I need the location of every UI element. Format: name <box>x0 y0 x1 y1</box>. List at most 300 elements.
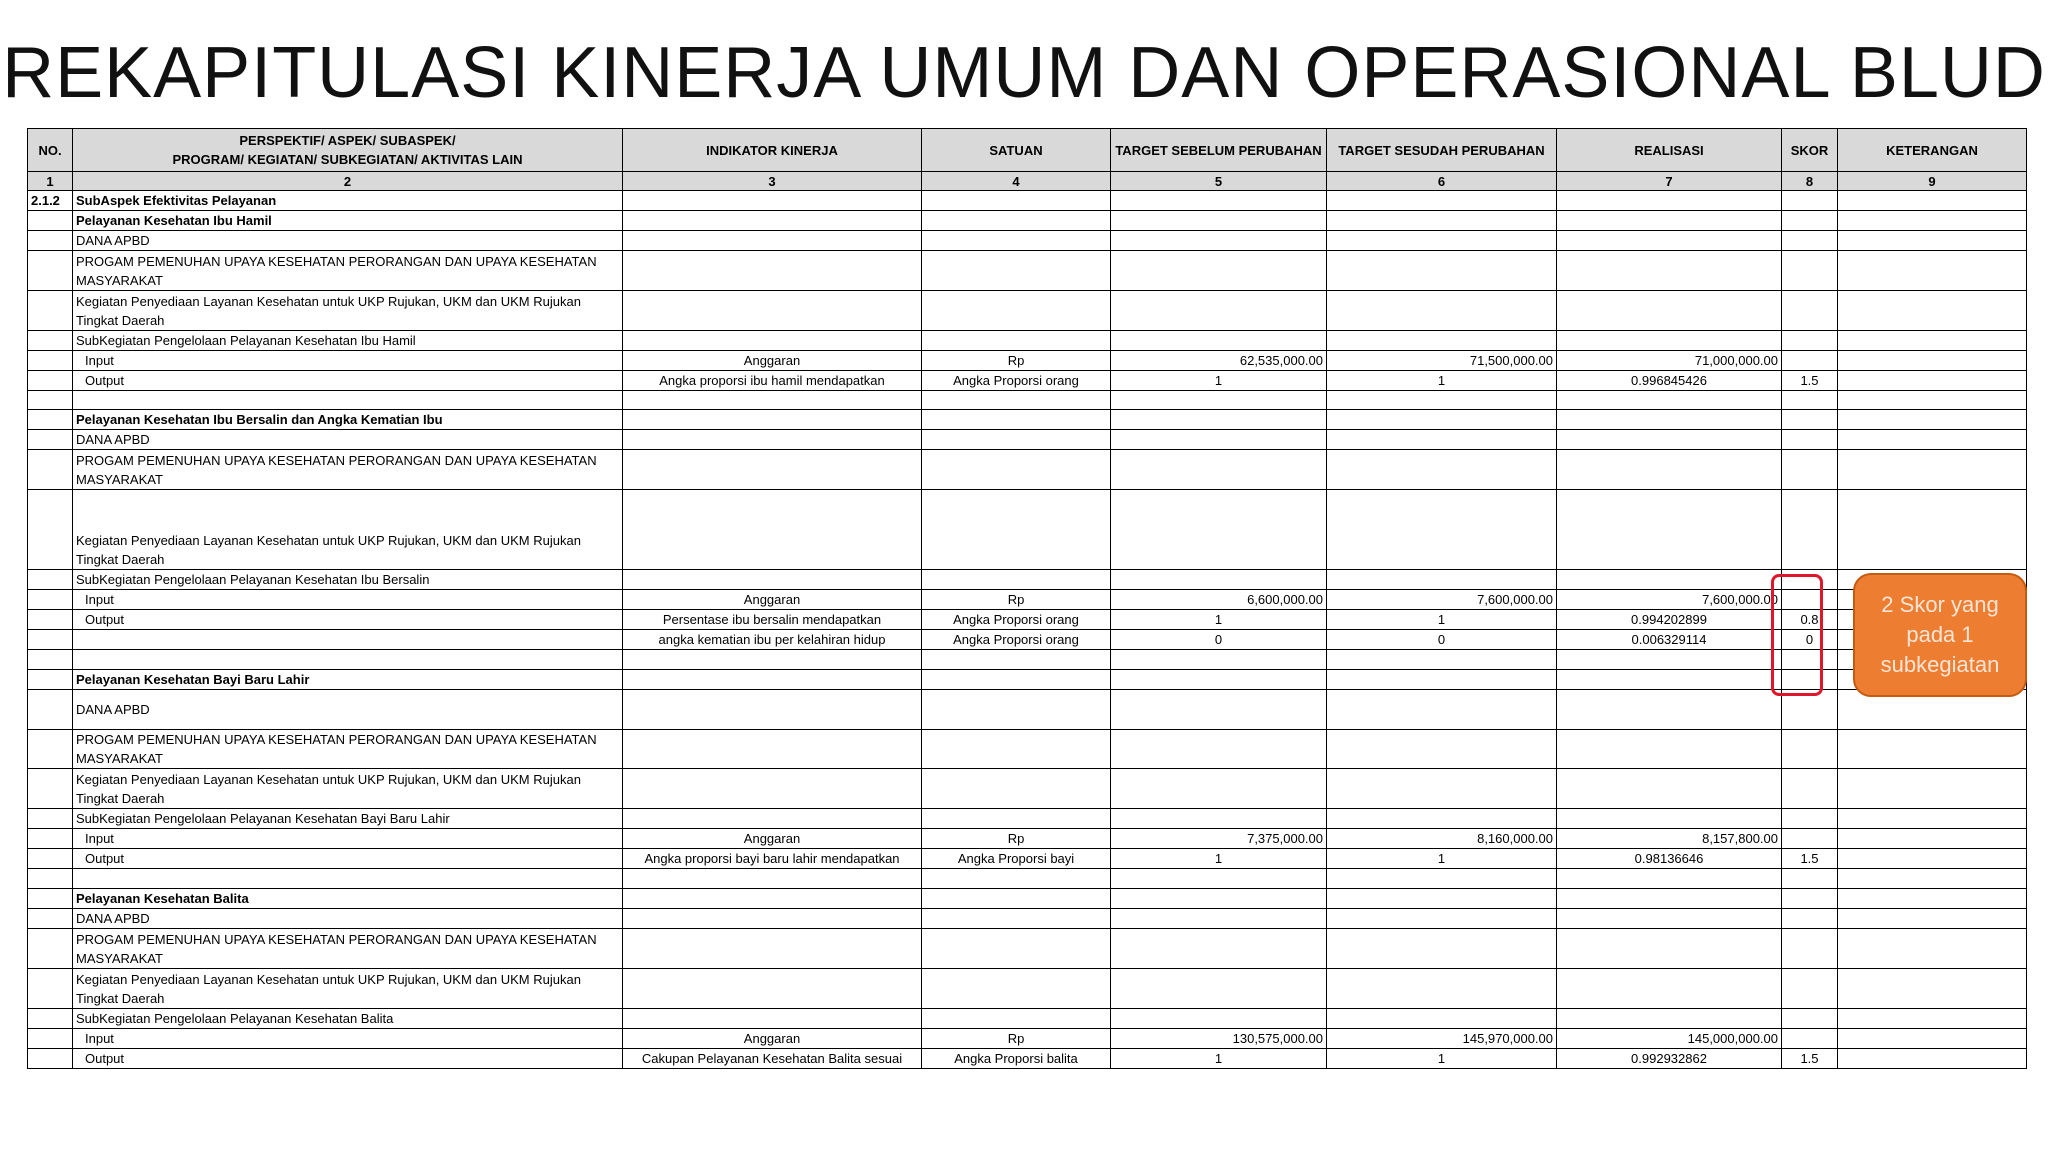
cell-description: SubKegiatan Pengelolaan Pelayanan Kesehatan Ibu Bersalin <box>73 569 623 589</box>
cell-target-sebelum <box>1111 450 1327 490</box>
cell-target-sesudah <box>1327 809 1557 829</box>
cell-no <box>28 430 73 450</box>
cell-skor: 0.8 <box>1782 609 1838 629</box>
cell-satuan <box>922 889 1111 909</box>
table-body <box>28 191 2027 1069</box>
table-row <box>28 410 2027 430</box>
cell-indikator <box>623 929 922 969</box>
cell-target-sesudah <box>1327 490 1557 570</box>
cell-satuan: Angka Proporsi orang <box>922 629 1111 649</box>
cell-satuan: Rp <box>922 1028 1111 1048</box>
cell-no <box>28 909 73 929</box>
cell-description <box>73 869 623 889</box>
table-row <box>28 769 2027 809</box>
cell-target-sesudah <box>1327 649 1557 669</box>
header-target-sebelum: TARGET SEBELUM PERUBAHAN <box>1111 129 1327 172</box>
cell-skor: 1.5 <box>1782 1048 1838 1068</box>
cell-realisasi: 0.992932862 <box>1557 1048 1782 1068</box>
cell-indikator <box>623 809 922 829</box>
cell-target-sebelum: 1 <box>1111 1048 1327 1068</box>
cell-satuan <box>922 251 1111 291</box>
cell-no <box>28 350 73 370</box>
cell-realisasi <box>1557 909 1782 929</box>
table-row <box>28 350 2027 370</box>
cell-realisasi <box>1557 211 1782 231</box>
cell-target-sesudah <box>1327 430 1557 450</box>
cell-target-sesudah <box>1327 231 1557 251</box>
cell-target-sesudah <box>1327 569 1557 589</box>
header-keterangan: KETERANGAN <box>1838 129 2027 172</box>
table-row <box>28 450 2027 490</box>
cell-keterangan <box>1838 929 2027 969</box>
cell-target-sebelum <box>1111 669 1327 689</box>
cell-satuan <box>922 410 1111 430</box>
cell-target-sesudah <box>1327 211 1557 231</box>
cell-keterangan <box>1838 909 2027 929</box>
cell-target-sebelum <box>1111 889 1327 909</box>
cell-target-sesudah: 1 <box>1327 1048 1557 1068</box>
cell-target-sebelum <box>1111 251 1327 291</box>
cell-keterangan <box>1838 869 2027 889</box>
cell-target-sebelum <box>1111 769 1327 809</box>
table-row <box>28 490 2027 570</box>
cell-description: Output <box>73 609 623 629</box>
cell-indikator <box>623 869 922 889</box>
cell-skor <box>1782 829 1838 849</box>
header-realisasi: REALISASI <box>1557 129 1782 172</box>
column-number: 5 <box>1111 172 1327 191</box>
cell-satuan <box>922 649 1111 669</box>
cell-indikator <box>623 1008 922 1028</box>
cell-realisasi <box>1557 330 1782 350</box>
cell-description: Output <box>73 370 623 390</box>
cell-realisasi <box>1557 569 1782 589</box>
table-row <box>28 609 2027 629</box>
cell-no <box>28 629 73 649</box>
cell-realisasi <box>1557 390 1782 410</box>
cell-skor <box>1782 350 1838 370</box>
cell-target-sebelum <box>1111 968 1327 1008</box>
cell-skor <box>1782 290 1838 330</box>
cell-indikator: Anggaran <box>623 589 922 609</box>
cell-realisasi <box>1557 869 1782 889</box>
cell-description: Output <box>73 849 623 869</box>
cell-description <box>73 390 623 410</box>
table-row <box>28 1028 2027 1048</box>
cell-satuan <box>922 909 1111 929</box>
cell-satuan <box>922 330 1111 350</box>
cell-satuan: Rp <box>922 350 1111 370</box>
cell-indikator <box>623 490 922 570</box>
cell-indikator <box>623 649 922 669</box>
cell-target-sebelum <box>1111 330 1327 350</box>
cell-realisasi <box>1557 231 1782 251</box>
table-row <box>28 430 2027 450</box>
cell-description: SubKegiatan Pengelolaan Pelayanan Kesehatan Ibu Hamil <box>73 330 623 350</box>
cell-no <box>28 450 73 490</box>
cell-skor <box>1782 1028 1838 1048</box>
header-row <box>28 129 2027 172</box>
header-no: NO. <box>28 129 73 172</box>
cell-realisasi: 7,600,000.00 <box>1557 589 1782 609</box>
cell-target-sebelum: 1 <box>1111 849 1327 869</box>
cell-no <box>28 829 73 849</box>
cell-satuan <box>922 869 1111 889</box>
table-row <box>28 1008 2027 1028</box>
skor-highlight-box <box>1771 574 1823 696</box>
table-row <box>28 629 2027 649</box>
cell-description: Pelayanan Kesehatan Bayi Baru Lahir <box>73 669 623 689</box>
cell-skor <box>1782 968 1838 1008</box>
cell-target-sebelum: 1 <box>1111 370 1327 390</box>
cell-realisasi: 0.996845426 <box>1557 370 1782 390</box>
cell-target-sesudah <box>1327 410 1557 430</box>
cell-keterangan <box>1838 430 2027 450</box>
cell-realisasi <box>1557 410 1782 430</box>
cell-indikator <box>623 390 922 410</box>
cell-target-sebelum: 130,575,000.00 <box>1111 1028 1327 1048</box>
table-row <box>28 290 2027 330</box>
table-row <box>28 729 2027 769</box>
cell-keterangan <box>1838 231 2027 251</box>
cell-no <box>28 689 73 729</box>
cell-skor <box>1782 729 1838 769</box>
cell-no <box>28 609 73 629</box>
cell-no <box>28 589 73 609</box>
column-number: 9 <box>1838 172 2027 191</box>
cell-skor <box>1782 929 1838 969</box>
table-row <box>28 330 2027 350</box>
table-row <box>28 849 2027 869</box>
cell-satuan: Angka Proporsi orang <box>922 370 1111 390</box>
cell-keterangan <box>1838 211 2027 231</box>
cell-target-sesudah <box>1327 889 1557 909</box>
cell-target-sebelum <box>1111 649 1327 669</box>
cell-skor: 1.5 <box>1782 370 1838 390</box>
column-number: 6 <box>1327 172 1557 191</box>
cell-indikator: Angka proporsi ibu hamil mendapatkan <box>623 370 922 390</box>
cell-realisasi <box>1557 929 1782 969</box>
cell-target-sesudah: 1 <box>1327 849 1557 869</box>
cell-satuan <box>922 669 1111 689</box>
cell-target-sesudah <box>1327 390 1557 410</box>
header-skor: SKOR <box>1782 129 1838 172</box>
cell-indikator: Persentase ibu bersalin mendapatkan <box>623 609 922 629</box>
cell-description: DANA APBD <box>73 231 623 251</box>
cell-satuan: Angka Proporsi balita <box>922 1048 1111 1068</box>
cell-realisasi <box>1557 809 1782 829</box>
cell-description: SubKegiatan Pengelolaan Pelayanan Kesehatan Bayi Baru Lahir <box>73 809 623 829</box>
cell-keterangan <box>1838 729 2027 769</box>
table-row <box>28 929 2027 969</box>
cell-target-sebelum <box>1111 211 1327 231</box>
cell-realisasi: 8,157,800.00 <box>1557 829 1782 849</box>
cell-satuan: Rp <box>922 589 1111 609</box>
cell-indikator <box>623 251 922 291</box>
cell-keterangan <box>1838 968 2027 1008</box>
cell-no <box>28 889 73 909</box>
cell-no <box>28 211 73 231</box>
cell-indikator <box>623 450 922 490</box>
cell-no <box>28 849 73 869</box>
cell-description: PROGAM PEMENUHAN UPAYA KESEHATAN PERORANGAN DAN UPAYA KESEHATAN MASYARAKAT <box>73 929 623 969</box>
cell-satuan <box>922 211 1111 231</box>
annotation-callout <box>1853 573 2027 697</box>
cell-indikator <box>623 669 922 689</box>
cell-satuan <box>922 490 1111 570</box>
cell-indikator: Anggaran <box>623 829 922 849</box>
cell-target-sesudah <box>1327 769 1557 809</box>
cell-no <box>28 569 73 589</box>
cell-indikator <box>623 191 922 211</box>
cell-indikator <box>623 410 922 430</box>
cell-target-sebelum <box>1111 490 1327 570</box>
cell-target-sebelum: 62,535,000.00 <box>1111 350 1327 370</box>
cell-description: PROGAM PEMENUHAN UPAYA KESEHATAN PERORANGAN DAN UPAYA KESEHATAN MASYARAKAT <box>73 251 623 291</box>
cell-realisasi <box>1557 1008 1782 1028</box>
cell-keterangan <box>1838 251 2027 291</box>
cell-description: DANA APBD <box>73 689 623 729</box>
cell-target-sebelum: 1 <box>1111 609 1327 629</box>
cell-realisasi: 0.006329114 <box>1557 629 1782 649</box>
cell-realisasi <box>1557 290 1782 330</box>
cell-realisasi <box>1557 430 1782 450</box>
cell-satuan <box>922 769 1111 809</box>
cell-target-sesudah <box>1327 1008 1557 1028</box>
cell-no <box>28 1008 73 1028</box>
cell-realisasi <box>1557 649 1782 669</box>
cell-indikator <box>623 211 922 231</box>
cell-no <box>28 769 73 809</box>
cell-realisasi: 145,000,000.00 <box>1557 1028 1782 1048</box>
cell-target-sebelum <box>1111 191 1327 211</box>
column-number: 2 <box>73 172 623 191</box>
cell-no <box>28 929 73 969</box>
cell-target-sesudah <box>1327 290 1557 330</box>
cell-keterangan <box>1838 370 2027 390</box>
table-row <box>28 569 2027 589</box>
cell-satuan <box>922 430 1111 450</box>
cell-target-sesudah <box>1327 929 1557 969</box>
cell-target-sebelum <box>1111 430 1327 450</box>
cell-no <box>28 869 73 889</box>
cell-realisasi <box>1557 490 1782 570</box>
cell-no <box>28 251 73 291</box>
cell-indikator <box>623 330 922 350</box>
cell-realisasi: 0.994202899 <box>1557 609 1782 629</box>
cell-no <box>28 330 73 350</box>
cell-satuan <box>922 1008 1111 1028</box>
cell-target-sesudah <box>1327 669 1557 689</box>
cell-target-sebelum: 7,375,000.00 <box>1111 829 1327 849</box>
table-row <box>28 370 2027 390</box>
cell-target-sebelum <box>1111 929 1327 969</box>
cell-skor: 0 <box>1782 629 1838 649</box>
cell-indikator: angka kematian ibu per kelahiran hidup <box>623 629 922 649</box>
table-row <box>28 191 2027 211</box>
cell-keterangan <box>1838 191 2027 211</box>
cell-realisasi <box>1557 689 1782 729</box>
cell-indikator: Cakupan Pelayanan Kesehatan Balita sesuai <box>623 1048 922 1068</box>
cell-description: Kegiatan Penyediaan Layanan Kesehatan untuk UKP Rujukan, UKM dan UKM Rujukan Tingkat Daerah <box>73 290 623 330</box>
header-perspektif-line1: PERSPEKTIF/ ASPEK/ SUBASPEK/ <box>239 133 456 148</box>
header-indikator: INDIKATOR KINERJA <box>623 129 922 172</box>
cell-target-sesudah: 0 <box>1327 629 1557 649</box>
cell-description: Input <box>73 589 623 609</box>
cell-description: Kegiatan Penyediaan Layanan Kesehatan untuk UKP Rujukan, UKM dan UKM Rujukan Tingkat Daerah <box>73 490 623 570</box>
cell-indikator <box>623 430 922 450</box>
cell-description: Pelayanan Kesehatan Ibu Hamil <box>73 211 623 231</box>
cell-keterangan <box>1838 849 2027 869</box>
cell-no <box>28 1028 73 1048</box>
cell-realisasi <box>1557 450 1782 490</box>
header-perspektif-line2: PROGRAM/ KEGIATAN/ SUBKEGIATAN/ AKTIVITAS LAIN <box>172 152 523 167</box>
cell-target-sebelum <box>1111 569 1327 589</box>
table-row <box>28 968 2027 1008</box>
cell-target-sesudah <box>1327 729 1557 769</box>
cell-target-sesudah <box>1327 909 1557 929</box>
cell-description: Output <box>73 1048 623 1068</box>
cell-target-sebelum <box>1111 909 1327 929</box>
cell-skor <box>1782 889 1838 909</box>
cell-target-sebelum <box>1111 231 1327 251</box>
cell-target-sesudah: 145,970,000.00 <box>1327 1028 1557 1048</box>
cell-keterangan <box>1838 350 2027 370</box>
column-number: 4 <box>922 172 1111 191</box>
cell-description: SubAspek Efektivitas Pelayanan <box>73 191 623 211</box>
cell-keterangan <box>1838 490 2027 570</box>
cell-description <box>73 649 623 669</box>
header-perspektif <box>73 129 623 172</box>
column-number-row <box>28 172 2027 191</box>
cell-satuan <box>922 929 1111 969</box>
cell-skor <box>1782 490 1838 570</box>
cell-description: Pelayanan Kesehatan Ibu Bersalin dan Angka Kematian Ibu <box>73 410 623 430</box>
cell-target-sesudah <box>1327 450 1557 490</box>
cell-satuan: Angka Proporsi orang <box>922 609 1111 629</box>
header-satuan: SATUAN <box>922 129 1111 172</box>
cell-realisasi: 0.98136646 <box>1557 849 1782 869</box>
cell-keterangan <box>1838 889 2027 909</box>
cell-target-sebelum <box>1111 390 1327 410</box>
cell-no <box>28 490 73 570</box>
annotation-callout-text: 2 Skor yang pada 1 subkegiatan <box>1880 592 2000 677</box>
cell-target-sesudah: 1 <box>1327 609 1557 629</box>
cell-target-sebelum <box>1111 1008 1327 1028</box>
header-target-sesudah: TARGET SESUDAH PERUBAHAN <box>1327 129 1557 172</box>
cell-target-sesudah <box>1327 689 1557 729</box>
table-row <box>28 231 2027 251</box>
cell-skor <box>1782 390 1838 410</box>
cell-keterangan <box>1838 330 2027 350</box>
cell-description <box>73 629 623 649</box>
cell-description: Kegiatan Penyediaan Layanan Kesehatan untuk UKP Rujukan, UKM dan UKM Rujukan Tingkat Daerah <box>73 769 623 809</box>
cell-no <box>28 1048 73 1068</box>
cell-no <box>28 390 73 410</box>
cell-target-sebelum <box>1111 410 1327 430</box>
cell-no <box>28 809 73 829</box>
cell-target-sesudah: 71,500,000.00 <box>1327 350 1557 370</box>
cell-satuan <box>922 569 1111 589</box>
cell-no <box>28 370 73 390</box>
cell-target-sesudah <box>1327 968 1557 1008</box>
column-number: 3 <box>623 172 922 191</box>
cell-target-sebelum <box>1111 689 1327 729</box>
cell-keterangan <box>1838 450 2027 490</box>
table-row <box>28 251 2027 291</box>
cell-no <box>28 290 73 330</box>
cell-realisasi <box>1557 968 1782 1008</box>
cell-skor <box>1782 909 1838 929</box>
cell-indikator: Anggaran <box>623 1028 922 1048</box>
table-row <box>28 390 2027 410</box>
cell-satuan <box>922 809 1111 829</box>
cell-satuan <box>922 390 1111 410</box>
cell-target-sesudah: 8,160,000.00 <box>1327 829 1557 849</box>
column-number: 7 <box>1557 172 1782 191</box>
cell-keterangan <box>1838 809 2027 829</box>
cell-realisasi <box>1557 191 1782 211</box>
cell-realisasi: 71,000,000.00 <box>1557 350 1782 370</box>
cell-indikator: Anggaran <box>623 350 922 370</box>
table-row <box>28 589 2027 609</box>
cell-target-sesudah <box>1327 251 1557 291</box>
cell-target-sebelum <box>1111 290 1327 330</box>
cell-skor <box>1782 1008 1838 1028</box>
cell-skor <box>1782 330 1838 350</box>
cell-realisasi <box>1557 251 1782 291</box>
cell-skor <box>1782 191 1838 211</box>
column-number: 8 <box>1782 172 1838 191</box>
cell-target-sesudah: 1 <box>1327 370 1557 390</box>
cell-skor: 1.5 <box>1782 849 1838 869</box>
table-row <box>28 211 2027 231</box>
cell-target-sebelum: 6,600,000.00 <box>1111 589 1327 609</box>
cell-no <box>28 729 73 769</box>
cell-no: 2.1.2 <box>28 191 73 211</box>
cell-description: Input <box>73 350 623 370</box>
cell-target-sesudah <box>1327 191 1557 211</box>
cell-description: Input <box>73 829 623 849</box>
cell-indikator: Angka proporsi bayi baru lahir mendapatkan <box>623 849 922 869</box>
cell-no <box>28 649 73 669</box>
cell-satuan <box>922 231 1111 251</box>
cell-no <box>28 410 73 430</box>
cell-description: PROGAM PEMENUHAN UPAYA KESEHATAN PERORANGAN DAN UPAYA KESEHATAN MASYARAKAT <box>73 729 623 769</box>
cell-satuan <box>922 689 1111 729</box>
cell-realisasi <box>1557 669 1782 689</box>
page-title: REKAPITULASI KINERJA UMUM DAN OPERASIONAL BLUD <box>2 33 2046 113</box>
table-row <box>28 889 2027 909</box>
cell-description: Kegiatan Penyediaan Layanan Kesehatan untuk UKP Rujukan, UKM dan UKM Rujukan Tingkat Daerah <box>73 968 623 1008</box>
cell-description: DANA APBD <box>73 909 623 929</box>
kinerja-table <box>27 128 2027 1069</box>
cell-skor <box>1782 430 1838 450</box>
cell-skor <box>1782 410 1838 430</box>
cell-realisasi <box>1557 769 1782 809</box>
table-row <box>28 669 2027 689</box>
cell-keterangan <box>1838 769 2027 809</box>
cell-target-sesudah: 7,600,000.00 <box>1327 589 1557 609</box>
cell-skor <box>1782 869 1838 889</box>
cell-skor <box>1782 769 1838 809</box>
column-number: 1 <box>28 172 73 191</box>
cell-description: DANA APBD <box>73 430 623 450</box>
cell-keterangan <box>1838 1028 2027 1048</box>
cell-skor <box>1782 450 1838 490</box>
cell-skor <box>1782 251 1838 291</box>
cell-satuan <box>922 191 1111 211</box>
